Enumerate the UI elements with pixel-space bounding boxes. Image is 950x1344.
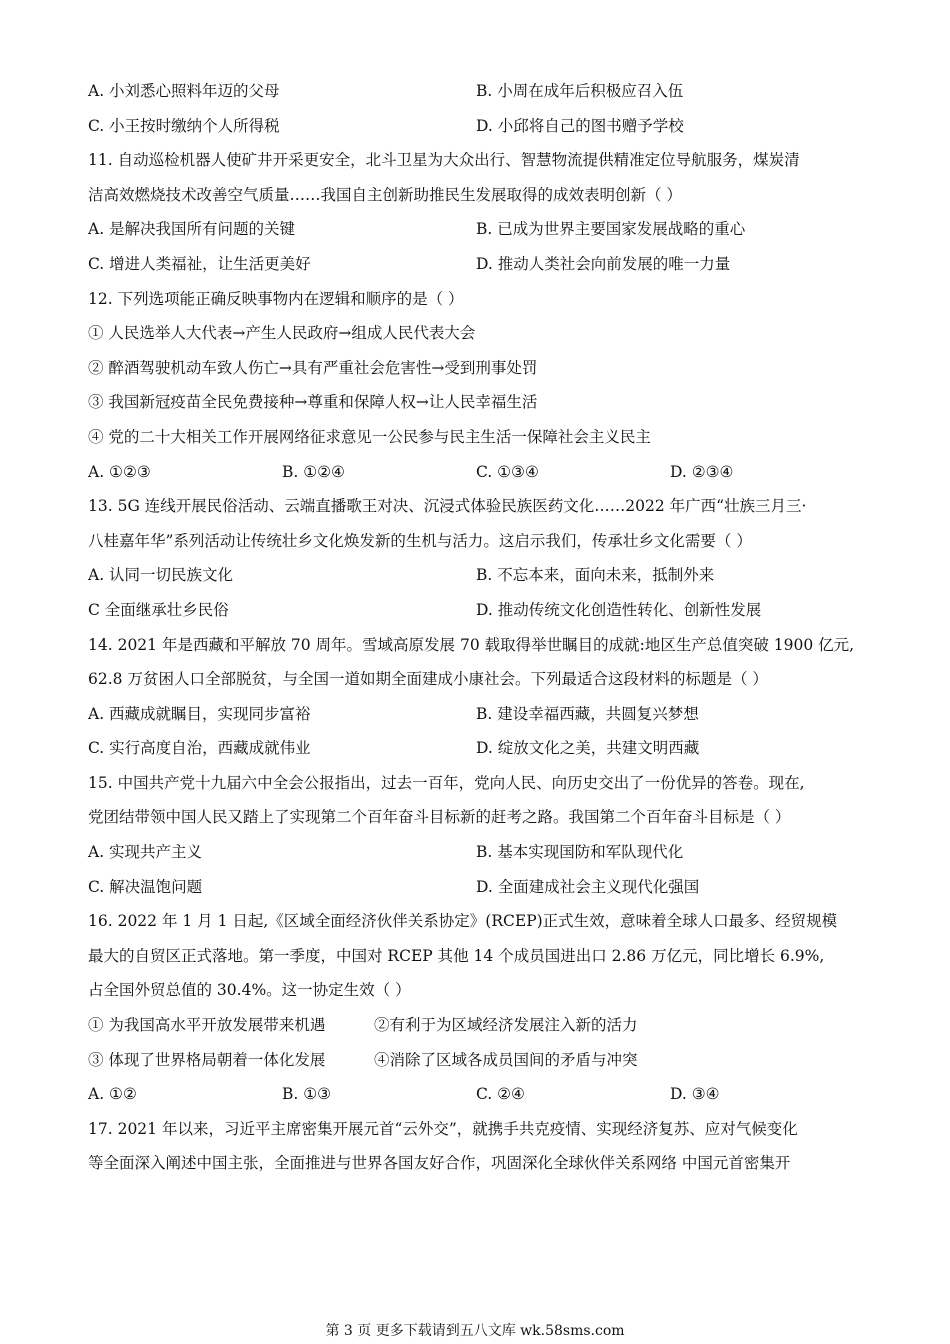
q10-options-row-2 [88,109,868,144]
q11-option-c: C. 增进人类福祉，让生活更美好 [88,254,311,273]
q16-option-b: B. ①③ [282,1085,332,1104]
q12-option-b: B. ①②④ [282,462,345,481]
q10-options-row-1 [88,74,868,109]
q10-option-b: B. 小周在成年后积极应召入伍 [476,82,684,100]
q16-item-3: ③ 体现了世界格局朝着一体化发展 [88,1050,326,1069]
q12-option-d: D. ②③④ [670,462,734,481]
q16-item-4: ④消除了区域各成员国间的矛盾与冲突 [374,1050,638,1069]
q12-option-c: C. ①③④ [476,462,539,481]
q15-option-c: C. 解决温饱问题 [88,877,203,896]
q16-items-row-1 [88,1008,868,1043]
q11-stem-line-1: 11. 自动巡检机器人使矿井开采更安全，北斗卫星为大众出行、智慧物流提供精准定位导航服务，煤炭清 [88,151,800,170]
q13-option-d: D. 推动传统文化创造性转化、创新性发展 [476,600,762,619]
q11-option-a: A. 是解决我国所有问题的关键 [88,220,296,239]
q16-option-d: D. ③④ [670,1085,720,1104]
q12-options-row [88,455,868,490]
q13-options-row-1 [88,558,868,593]
q13-option-b: B. 不忘本来，面向未来，抵制外来 [476,566,715,585]
q16-option-c: C. ②④ [476,1085,525,1104]
q15-options-row-1 [88,835,868,870]
q15-option-a: A. 实现共产主义 [88,843,203,862]
q12-stem: 12. 下列选项能正确反映事物内在逻辑和顺序的是（ ） [88,289,464,308]
q10-option-c: C. 小王按时缴纳个人所得税 [88,116,280,135]
q16-stem-line-2: 最大的自贸区正式落地。第一季度，中国对 RCEP 其他 14 个成员国进出口 2.86 万亿元，同比增长 6.9%, [88,946,825,965]
q13-option-c: C 全面继承壮乡民俗 [88,600,229,619]
q15-option-d: D. 全面建成社会主义现代化强国 [476,877,700,896]
q14-option-a: A. 西藏成就瞩目，实现同步富裕 [88,704,311,723]
page-footer: 第 3 页 更多下载请到五八文库 wk.58sms.com [325,1323,625,1339]
q12-item-1: ① 人民选举人大代表→产生人民政府→组成人民代表大会 [88,324,476,343]
q14-options-row-2 [88,731,868,766]
q16-item-1: ① 为我国高水平开放发展带来机遇 [88,1016,326,1035]
q11-options-row-2 [88,247,868,282]
q13-stem-line-2: 八桂嘉年华”系列活动让传统壮乡文化焕发新的生机与活力。这启示我们，传承壮乡文化需要（ ） [88,531,752,550]
q12-item-4: ④ 党的二十大相关工作开展网络征求意见一公民参与民主生活一保障社会主义民主 [88,427,651,446]
q14-option-d: D. 绽放文化之美，共建文明西藏 [476,739,700,758]
q15-option-b: B. 基本实现国防和军队现代化 [476,843,684,862]
q14-options-row-1 [88,697,868,732]
q10-option-d: D. 小邱将自己的图书赠予学校 [476,116,684,135]
q11-option-d: D. 推动人类社会向前发展的唯一力量 [476,254,731,273]
q12-item-3: ③ 我国新冠疫苗全民免费接种→尊重和保障人权→让人民幸福生活 [88,393,538,412]
q12-item-2: ② 醉酒驾驶机动车致人伤亡→具有严重社会危害性→受到刑事处罚 [88,358,538,377]
q14-stem-line-2: 62.8 万贫困人口全部脱贫，与全国一道如期全面建成小康社会。下列最适合这段材料的标题是（ ） [88,670,768,689]
q16-items-row-2 [88,1043,868,1078]
q13-options-row-2 [88,593,868,628]
q14-stem-line-1: 14. 2021 年是西藏和平解放 70 周年。雪域高原发展 70 载取得举世瞩目的成就:地区生产总值突破 1900 亿元, [88,635,855,654]
q11-stem-line-2: 洁高效燃烧技术改善空气质量……我国自主创新助推民生发展取得的成效表明创新（ ） [88,185,682,204]
q14-option-c: C. 实行高度自治，西藏成就伟业 [88,739,311,758]
q12-option-a: A. ①②③ [88,462,151,481]
q11-option-b: B. 已成为世界主要国家发展战略的重心 [476,220,746,239]
q16-options-row [88,1077,868,1112]
q13-stem-line-1: 13. 5G 连线开展民俗活动、云端直播歌王对决、沉浸式体验民族医药文化……2022 年广西“壮族三月三· [88,497,807,516]
q16-stem-line-1: 16. 2022 年 1 月 1 日起,《区域全面经济伙伴关系协定》(RCEP)正式生效，意味着全球人口最多、经贸规模 [88,912,838,931]
q17-stem-line-2: 等全面深入阐述中国主张，全面推进与世界各国友好合作，巩固深化全球伙伴关系网络 中国元首密集开 [88,1154,791,1173]
q16-item-2: ②有利于为区域经济发展注入新的活力 [374,1016,638,1035]
q15-stem-line-1: 15. 中国共产党十九届六中全会公报指出，过去一百年，党向人民、向历史交出了一份优异的答卷。现在, [88,773,805,792]
q15-stem-line-2: 党团结带领中国人民又踏上了实现第二个百年奋斗目标新的赶考之路。我国第二个百年奋斗目标是（ ） [88,808,791,827]
q16-stem-line-3: 占全国外贸总值的 30.4%。这一协定生效（ ） [88,981,411,1000]
q14-option-b: B. 建设幸福西藏，共圆复兴梦想 [476,704,699,723]
q13-option-a: A. 认同一切民族文化 [88,566,234,585]
q17-stem-line-1: 17. 2021 年以来，习近平主席密集开展元首“云外交”，就携手共克疫情、实现经济复苏、应对气候变化 [88,1119,798,1138]
exam-page [88,74,868,1181]
q15-options-row-2 [88,870,868,905]
q11-options-row-1 [88,212,868,247]
q16-option-a: A. ①② [88,1085,137,1104]
q10-option-a: A. 小刘悉心照料年迈的父母 [88,82,280,100]
